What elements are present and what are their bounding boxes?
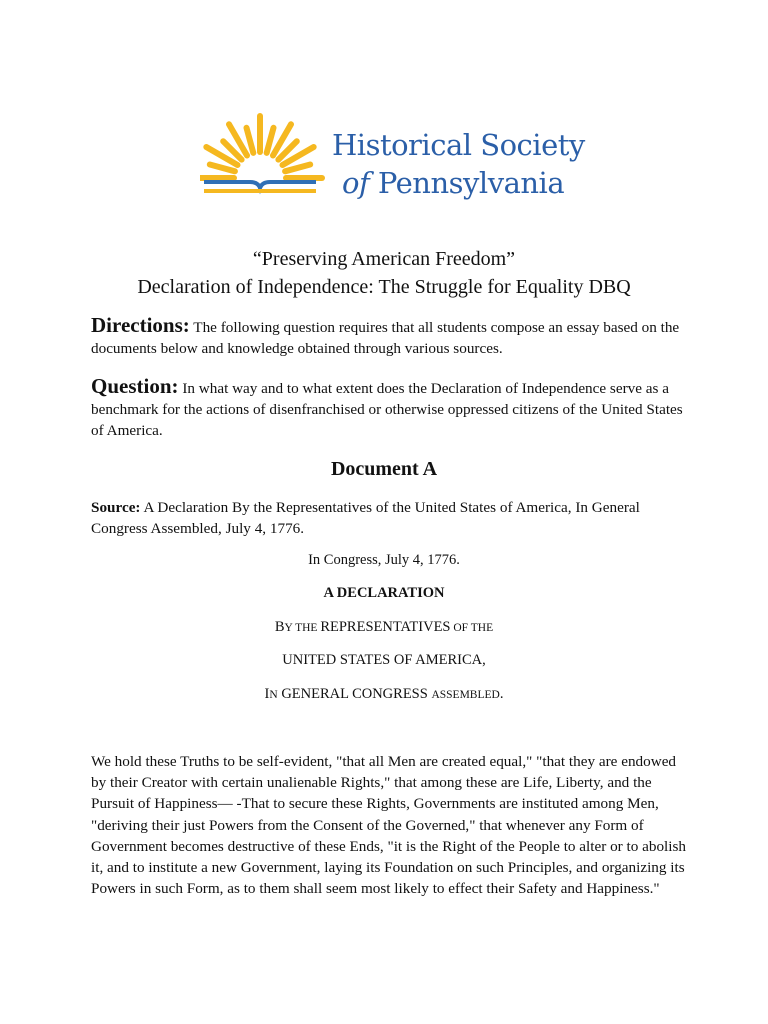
sun-book-icon <box>200 112 325 202</box>
gen-assembled: ASSEMBLED <box>431 689 500 701</box>
question-label: Question: <box>91 374 179 398</box>
sun-ray <box>285 165 310 172</box>
source-text: A Declaration By the Representatives of the United States of America, In General Congress Assembled, July 4, 1776. <box>91 499 640 537</box>
sun-ray <box>210 165 235 172</box>
by-b: B <box>274 619 285 635</box>
declaration-body-text: We hold these Truths to be self-evident, "that all Men are created equal," "that they are endowed by their Creator with certain unalienable Rights," that among these are Life, Liberty, and the Pursuit of Happiness— -That to secure these Rights, Governments are instituted among Men, "deriving their just Powers from the Consent of the Governed," that whenever any Form of Government becomes destructive of these Ends, "it is the Right of the People to alter or to abolish it, and to institute a new Government, laying its Foundation on such Principles, and organizing its Powers in such Form, as to them shall seem most likely to effect their Safety and Happiness." <box>91 753 687 898</box>
general-congress-line <box>0 686 768 703</box>
sun-ray <box>267 128 274 153</box>
logo-text-line2 <box>342 166 564 200</box>
directions-label: Directions: <box>91 313 190 337</box>
source-label: Source: <box>91 499 141 516</box>
gen-general-congress: GENERAL CONGRESS <box>277 686 432 702</box>
gen-period: . <box>499 686 504 702</box>
declaration-title: A DECLARATION <box>323 585 445 601</box>
question-text: In what way and to what extent does the Declaration of Independence serve as a benchmark for the actions of disenfranchised or otherwise oppressed citizens of the United States of America. <box>91 380 683 439</box>
page-title: Declaration of Independence: The Struggle for Equality DBQ <box>137 276 631 298</box>
historical-society-logo <box>200 112 585 212</box>
by-representatives: REPRESENTATIVES <box>320 619 451 635</box>
logo-text-pennsylvania: Pennsylvania <box>377 166 565 200</box>
usa-line: UNITED STATES OF AMERICA, <box>282 652 486 668</box>
logo-text-line1: Historical Society <box>332 128 585 162</box>
gen-i: I <box>264 686 270 702</box>
subtitle: “Preserving American Freedom” <box>252 248 516 270</box>
sun-ray <box>247 128 254 153</box>
directions-text: The following question requires that all students compose an essay based on the documents below and knowledge obtained through various sources. <box>91 319 680 357</box>
by-of-the: OF THE <box>450 622 494 634</box>
by-the: THE <box>292 622 321 634</box>
gen-n: N <box>269 689 278 701</box>
congress-date-line: In Congress, July 4, 1776. <box>308 552 460 568</box>
by-y: Y <box>284 622 293 634</box>
document-a-heading: Document A <box>330 458 438 480</box>
by-representatives-line <box>0 619 768 636</box>
source-paragraph <box>91 497 691 539</box>
question-paragraph <box>91 376 691 441</box>
directions-paragraph <box>91 315 691 359</box>
logo-text-of: of <box>342 166 370 200</box>
